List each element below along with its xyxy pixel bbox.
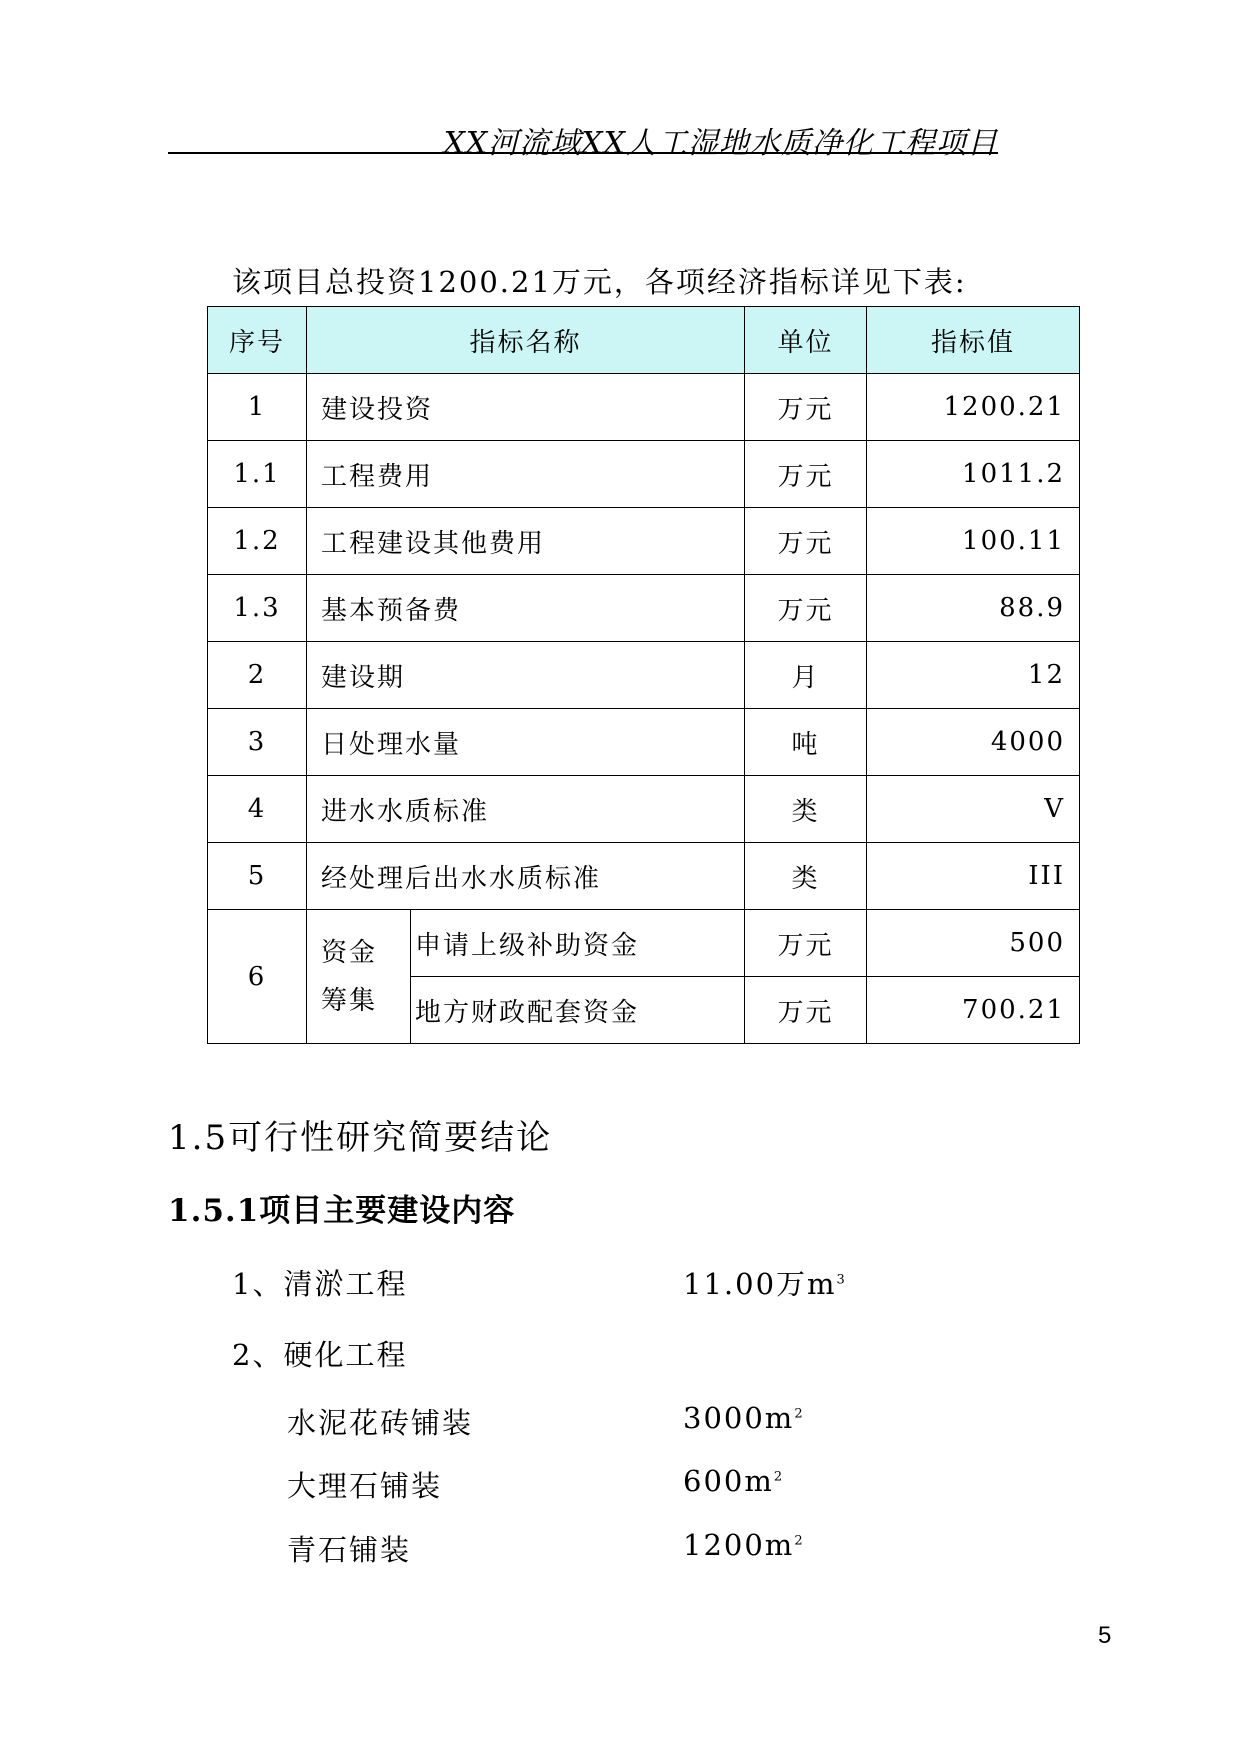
item-label: 水泥花砖铺装 [287, 1406, 474, 1440]
row-unit: 类 [745, 843, 867, 910]
table-header-row [208, 307, 1080, 374]
page-number: 5 [1098, 1622, 1112, 1649]
row-value: 100.11 [867, 508, 1080, 575]
table-row-funding-1 [208, 910, 1080, 977]
row-unit: 月 [745, 642, 867, 709]
table-row [208, 374, 1080, 441]
item-value: $600m^2$ [683, 1464, 783, 1498]
header-unit: 单位 [745, 307, 867, 374]
funding-group-line2: 筹集 [321, 985, 378, 1016]
row-value: III [867, 843, 1080, 910]
row-name: 经处理后出水水质标准 [307, 843, 745, 910]
header-seq: 序号 [208, 307, 307, 374]
row-unit: 类 [745, 776, 867, 843]
row-seq: 1.2 [208, 508, 307, 575]
funding-row-unit: 万元 [745, 910, 867, 977]
funding-row-name: 申请上级补助资金 [411, 910, 745, 977]
row-name: 工程建设其他费用 [307, 508, 745, 575]
row-name: 工程费用 [307, 441, 745, 508]
row-seq: 5 [208, 843, 307, 910]
row-value: 88.9 [867, 575, 1080, 642]
funding-group-line1: 资金 [321, 937, 378, 968]
header-value: 指标值 [867, 307, 1080, 374]
row-name: 建设期 [307, 642, 745, 709]
row-value: 12 [867, 642, 1080, 709]
row-value: 1011.2 [867, 441, 1080, 508]
row-unit: 万元 [745, 508, 867, 575]
table-row [208, 508, 1080, 575]
funding-row-name: 地方财政配套资金 [411, 977, 745, 1044]
intro-paragraph: 该项目总投资1200.21万元，各项经济指标详见下表: [232, 265, 967, 299]
table-row [208, 843, 1080, 910]
item-label: 青石铺装 [287, 1533, 412, 1567]
row-value: 1200.21 [867, 374, 1080, 441]
economic-indicators-table [207, 306, 1080, 1044]
row-name: 进水水质标准 [307, 776, 745, 843]
row-name: 基本预备费 [307, 575, 745, 642]
row-value: V [867, 776, 1080, 843]
table-row [208, 776, 1080, 843]
funding-group-label [307, 910, 411, 1044]
item-value: $1200m^2$ [683, 1528, 803, 1562]
funding-seq: 6 [208, 910, 307, 1044]
funding-row-value: 700.21 [867, 977, 1080, 1044]
table-row [208, 642, 1080, 709]
row-name: 日处理水量 [307, 709, 745, 776]
row-name: 建设投资 [307, 374, 745, 441]
item-label: 大理石铺装 [287, 1469, 443, 1503]
row-unit: 万元 [745, 441, 867, 508]
header-divider [168, 152, 998, 154]
header-name: 指标名称 [307, 307, 745, 374]
row-seq: 1 [208, 374, 307, 441]
item-value: $3000m^2$ [683, 1401, 803, 1435]
section-heading-1-5-1: 1.5.1项目主要建设内容 [168, 1193, 516, 1229]
row-seq: 1.1 [208, 441, 307, 508]
table-row [208, 575, 1080, 642]
row-value: 4000 [867, 709, 1080, 776]
row-seq: 3 [208, 709, 307, 776]
row-unit: 万元 [745, 374, 867, 441]
document-header-title: XX河流域XX人工湿地水质净化工程项目 [443, 126, 998, 161]
funding-row-unit: 万元 [745, 977, 867, 1044]
section-heading-1-5: 1.5可行性研究简要结论 [168, 1118, 553, 1158]
row-seq: 1.3 [208, 575, 307, 642]
funding-row-value: 500 [867, 910, 1080, 977]
item-label: 1、清淤工程 [232, 1267, 408, 1301]
item-value: 11.00万$m^3$ [683, 1267, 845, 1301]
item-label: 2、硬化工程 [232, 1338, 408, 1372]
row-unit: 吨 [745, 709, 867, 776]
table-row [208, 441, 1080, 508]
table-row [208, 709, 1080, 776]
row-unit: 万元 [745, 575, 867, 642]
row-seq: 4 [208, 776, 307, 843]
row-seq: 2 [208, 642, 307, 709]
